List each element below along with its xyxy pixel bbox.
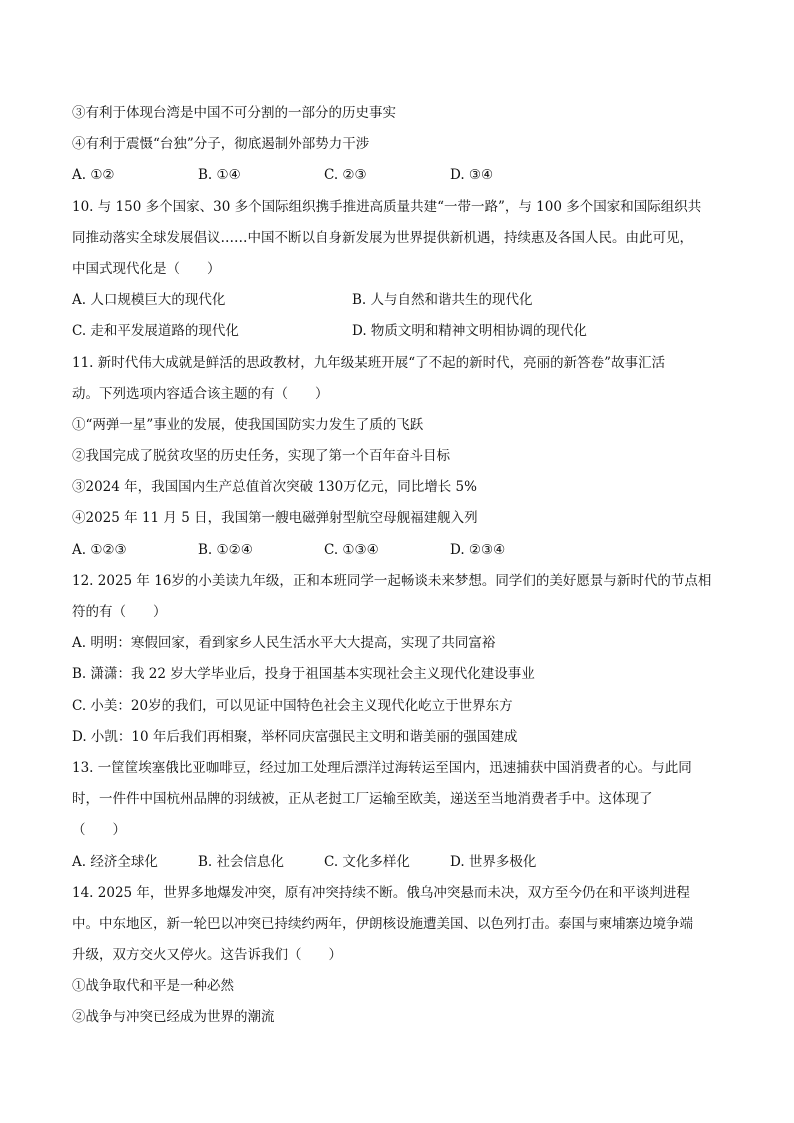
q13-option-c: C. 文化多样化 <box>324 853 410 870</box>
q14-statement-2: ②战争与冲突已经成为世界的潮流 <box>72 1009 275 1026</box>
q11-option-a: A. ①②③ <box>72 541 127 558</box>
q9-option-b: B. ①④ <box>198 167 241 184</box>
q13-options <box>72 847 734 878</box>
q12-option-c: C. 小美：20岁的我们，可以见证中国特色社会主义现代化屹立于世界东方 <box>72 697 513 714</box>
q9-statement-4: ④有利于震慑“台独”分子，彻底遏制外部势力干涉 <box>72 136 370 153</box>
q14-stem-line-2: 中。中东地区，新一轮巴以冲突已持续约两年，伊朗核设施遭美国、以色列打击。泰国与柬埔寨边境争端 <box>72 915 693 932</box>
q9-statement-3: ③有利于体现台湾是中国不可分割的一部分的历史事实 <box>72 105 396 121</box>
q11-stem-line-1: 11. 新时代伟大成就是鲜活的思政教材，九年级某班开展“了不起的新时代，亮丽的新答卷”故事汇活 <box>72 354 666 371</box>
q14-stem-line-3: 升级，双方交火又停火。这告诉我们（ ） <box>72 947 342 964</box>
q10-stem-line-2: 同推动落实全球发展倡议……中国不断以自身新发展为世界提供新机遇，持续惠及各国人民。由此可见， <box>72 229 693 246</box>
q10-stem-line-3: 中国式现代化是（ ） <box>72 260 221 277</box>
q11-option-c: C. ①③④ <box>324 541 379 558</box>
q13-option-a: A. 经济全球化 <box>72 853 158 870</box>
q9-option-c: C. ②③ <box>324 167 367 184</box>
q11-option-d: D. ②③④ <box>450 541 506 558</box>
q14-stem-line-1: 14. 2025 年，世界多地爆发冲突，原有冲突持续不断。俄乌冲突悬而未决，双方至今仍在和平谈判进程 <box>72 884 690 901</box>
q14-statement-1: ①战争取代和平是一种必然 <box>72 978 234 995</box>
q13-option-d: D. 世界多极化 <box>450 853 537 870</box>
q11-option-b: B. ①②④ <box>198 541 253 558</box>
q11-statement-1: ①“两弹一星”事业的发展，使我国国防实力发生了质的飞跃 <box>72 416 424 433</box>
q10-option-b: B. 人与自然和谐共生的现代化 <box>352 292 533 309</box>
q11-statement-2: ②我国完成了脱贫攻坚的历史任务，实现了第一个百年奋斗目标 <box>72 448 450 465</box>
q11-statement-4: ④2025 年 11 月 5 日，我国第一艘电磁弹射型航空母舰福建舰入列 <box>72 510 478 527</box>
q12-option-d: D. 小凯：10 年后我们再相聚，举杯同庆富强民主文明和谐美丽的强国建成 <box>72 728 518 745</box>
q10-stem-line-1: 10. 与 150 多个国家、30 多个国际组织携手推进高质量共建“一带一路”，与 100 多个国家和国际组织共 <box>72 198 702 215</box>
q12-stem-line-2: 符的有（ ） <box>72 604 167 620</box>
q9-option-d: D. ③④ <box>450 167 494 184</box>
q13-stem-line-1: 13. 一筐筐埃塞俄比亚咖啡豆，经过加工处理后漂洋过海转运至国内，迅速捕获中国消费者的心。与此同 <box>72 759 692 776</box>
q9-option-a: A. ①② <box>72 167 115 184</box>
q10-option-c: C. 走和平发展道路的现代化 <box>72 323 239 340</box>
q12-option-b: B. 潇潇：我 22 岁大学毕业后，投身于祖国基本实现社会主义现代化建设事业 <box>72 666 535 683</box>
q12-option-a: A. 明明：寒假回家，看到家乡人民生活水平大大提高，实现了共同富裕 <box>72 635 496 652</box>
q10-options-row-1 <box>72 285 734 316</box>
q11-options <box>72 535 734 566</box>
q13-option-b: B. 社会信息化 <box>198 853 285 870</box>
q13-stem-line-3: （ ） <box>72 822 126 839</box>
q12-stem-line-1: 12. 2025 年 16岁的小美读九年级，正和本班同学一起畅谈未来梦想。同学们的美好愿景与新时代的节点相 <box>72 572 712 589</box>
q10-options-row-2 <box>72 316 734 347</box>
q11-stem-line-2: 动。下列选项内容适合该主题的有（ ） <box>72 385 329 402</box>
q10-option-a: A. 人口规模巨大的现代化 <box>72 292 226 309</box>
q10-option-d: D. 物质文明和精神文明相协调的现代化 <box>352 323 587 340</box>
q13-stem-line-2: 时，一件件中国杭州品牌的羽绒被，正从老挝工厂运输至欧美，递送至当地消费者手中。这体现了 <box>72 791 653 808</box>
q9-options <box>72 160 734 191</box>
q11-statement-3: ③2024 年，我国国内生产总值首次突破 130万亿元，同比增长 5% <box>72 479 477 496</box>
